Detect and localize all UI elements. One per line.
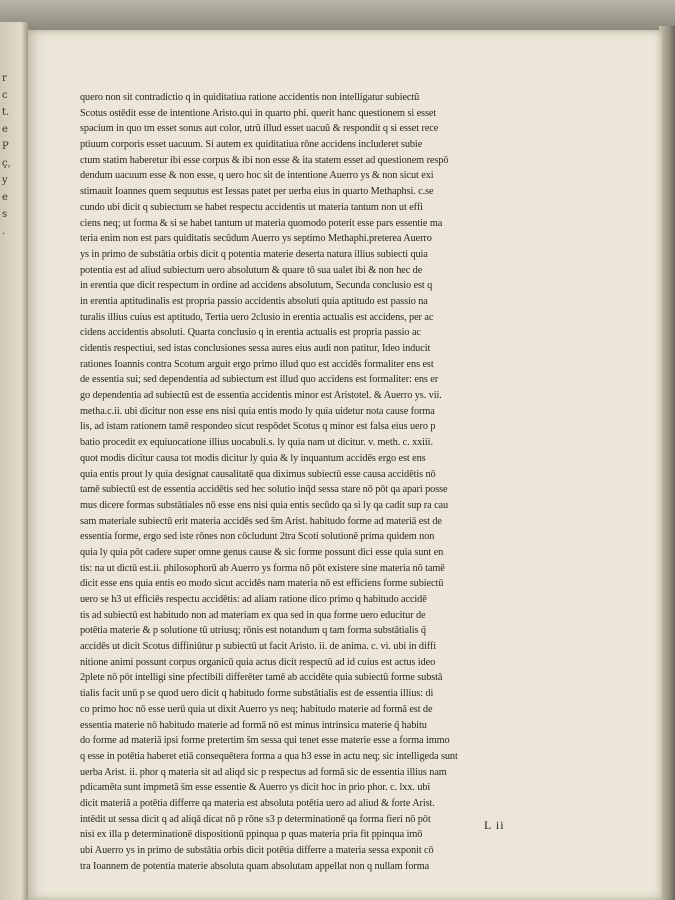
text-line: do forme ad materiā ipsi forme pretertim s̄m sessa qui tenet esse materie esse a forma immo xyxy=(80,735,450,747)
text-line: ptiuum corporis esset uacuum. Si autem ex quiditatiua rōne accidens includeret subie xyxy=(80,139,423,151)
text-line: tamē subiectū est de essentia accidētis sed hec solutio inq̃d sessa stare nō pōt qa apari posse xyxy=(80,484,448,496)
text-line: cundo ubi dicit q subiectum se habet respectu accidentis ut materia tantum non ut effi xyxy=(80,201,423,213)
text-line: quia ly quia pōt cadere super omne genus cause & sic forme possunt dici esse quia sunt en xyxy=(80,546,444,558)
facing-page-edge xyxy=(0,22,30,900)
text-line: ciens neq; ut forma & si se habet tantum ut materia quomodo poterit esse pars essentie ma xyxy=(80,217,443,229)
margin-fragment: c xyxy=(2,90,8,101)
margin-fragment: s xyxy=(2,209,8,220)
scanner-background xyxy=(0,0,675,30)
text-line: in erentia que dicit respectum in ordine ad accidens absolutum, Secunda conclusio est q xyxy=(80,280,433,292)
text-line: quia entis prout ly quia designat causalitatē qua diximus subiectū esse causa accidētis nō xyxy=(80,468,436,480)
margin-fragment: e xyxy=(2,192,8,203)
text-line: pdicamēta sunt impmetā s̄m esse essentie & Auerro ys dicit hoc in prio phor. c. lxx. ubi xyxy=(80,782,431,794)
text-line: teria enim non est pars quiditatis secūdum Auerro ys septimo Methaphi.preterea Auerro xyxy=(80,233,432,245)
margin-fragment: e xyxy=(2,124,8,135)
text-line: stimauit Ioannes quem sequutus est Iessas patet per uerba eius in quarto Methaphsi. c.se xyxy=(80,186,434,198)
margin-fragment: P xyxy=(2,141,9,152)
text-line: dicit esse ens quia entis eo modo sicut accidēs nam materia nō est efficiens forme subiectū xyxy=(80,578,444,590)
facing-page-margin-text xyxy=(2,70,24,240)
text-line: spacium in quo tm esset sonus aut color, utrũ illud esset uacuũ & respondit q si esset rece xyxy=(80,123,439,135)
text-line: dendum uacuum esse & non esse, q uero hoc sit de intentione Auerro ys & non sicut exi xyxy=(80,170,434,182)
margin-fragment: t. xyxy=(2,107,10,118)
text-line: lis, ad istam rationem tamē respondeo sicut respōdet Scotus q minor est falsa eius uero p xyxy=(80,421,436,433)
text-line: essentia materie nō habitudo materie ad formā nō est minus intrinsica materie q̃ habitu xyxy=(80,719,427,731)
text-line: metha.c.ii. ubi dicitur non esse ens nisi quia entis modo ly quia uidetur nota cause forma xyxy=(80,405,435,417)
text-line: batio procedit ex equiuocatione illius uocabuli.s. ly quia nam ut dicitur. v. meth. c. xxiii. xyxy=(80,437,433,449)
text-line: cidens accidentis absoluti. Quarta conclusio q in erentia actualis est propria passio ac xyxy=(80,327,421,339)
book-page xyxy=(28,30,662,900)
text-line: quero non sit contradictio q in quiditatiua ratione accidentis non intelligatur subiectũ xyxy=(80,92,420,103)
text-line: essentia forme, ergo sed iste rōnes non cōcludunt 2tra Scoti solutionē prima quidem non xyxy=(80,531,435,543)
body-text xyxy=(80,90,568,874)
text-line: dicit materiā a potētia differre qa materia est absoluta potētia uero ad aliud & forte Arist. xyxy=(80,797,435,809)
text-line: go dependentia ad subiectũ est de essentia accidentis minor est Aristotel. & Auerro ys. vii. xyxy=(80,390,442,402)
text-line: q esse in potētia haberet etiā consequētera forma a qua h3 esse in actu neq; sic intelligeda sunt xyxy=(80,750,458,762)
margin-fragment: y xyxy=(2,175,8,186)
text-line: ubi Auerro ys in primo de substātia orbis dicit potētia differre a materia sessa exponit cō xyxy=(80,845,434,856)
margin-fragment: ç, xyxy=(2,158,11,169)
text-line: tra Ioannem de potentia materie absoluta quam absolutam appellat non q nullam forma xyxy=(80,860,430,872)
text-line: uerba Arist. ii. phor q materia sit ad aliqd sic p respectus ad formā sic de essentia illius nam xyxy=(80,766,447,778)
text-line: Scotus ostēdit esse de intentione Aristo.qui in quarto phi. querit hanc questionem si esset xyxy=(80,107,437,119)
text-line: tialis facit unū p se quod uero dicit q habitudo forme substātialis est de essentia illius: di xyxy=(80,688,434,700)
text-line: co primo hoc nō esse uerū quia ut dixit Auerro ys neq; habitudo materie ad formā est de xyxy=(80,703,433,715)
signature-mark: L ii xyxy=(484,818,505,832)
margin-fragment: . xyxy=(2,226,6,237)
text-line: ys in primo de substātia orbis dicit q potentia materie deserta natura illius subiecti quia xyxy=(80,248,428,260)
text-line: nitione animi possunt corpus organicū quia actus dicit respectū ad id cuius est actus ideo xyxy=(80,656,436,668)
text-line: cidentis respectiui, sed istas conclusiones sessa aures eius audi non patitur, Ideo inducit xyxy=(80,343,431,354)
text-line: intēdit ut sessa dicit q ad aliqā dicat nō p rōne s3 p determinationē qa forma fieri nō pōt xyxy=(80,813,431,825)
margin-fragment: r xyxy=(2,73,7,84)
text-line: in erentia aptitudinalis est propria passio accidentis absoluti quia aptitudo est passio na xyxy=(80,295,428,307)
text-line: tis: na ut dictū est.ii. philosophorū ab Auerro ys forma nō pōt existere sine materia nō tamē xyxy=(80,562,445,574)
text-line: 2plete nō pōt intelligi sine pfectibili differēter tamē ab accidēte quia subiectū forme substā xyxy=(80,672,443,684)
text-line: sam materiale subiectū erit materia accidēs sed s̄m Arist. habitudo forme ad materiā est de xyxy=(80,515,442,527)
text-line: accidēs ut dicit Scotus diffiniūtur p subiectū ut facit Aristo. ii. de anima. c. vi. ubi in diffi xyxy=(80,641,436,653)
text-line: de essentia sui; sed dependentia ad subiectum est illud quo accidens est formaliter: ens er xyxy=(80,374,439,386)
text-line: potentia est ad aliud subiectum uero absolutum & quare tō sua ualet ibi & non hec de xyxy=(80,264,423,276)
text-line: quot modis dicitur causa tot modis dicitur ly quia & ly inquantum accidēs ergo est ens xyxy=(80,452,426,464)
text-line: turalis illius cuius est aptitudo, Tertia uero 2clusio in erentia actualis est accidens, per ac xyxy=(80,311,434,323)
text-line: mus dicere formas substātiales nō esse ens nisi quia entis secūdo qa si ly qa cadit sup ra cau xyxy=(80,499,449,511)
text-line: nisi ex illa p determinationē dispositionū ppinqua p quas materia pria fit ppinqua imō xyxy=(80,829,423,841)
text-line: tis ad subiectū est habitudo non ad materiam ex qua sed in qua forme uero educitur de xyxy=(80,609,426,621)
text-line: potētia materie & p solutione tū utriusq; rōnis est notandum q tam forma substātialis q̃ xyxy=(80,625,426,637)
text-line: ctum statim haberetur ibi esse corpus & ibi non esse & ita statem esset ad questionem respō xyxy=(80,154,449,166)
text-line: rationes Ioannis contra Scotum arguit ergo primo illud quo est accidēs formaliter ens est xyxy=(80,358,434,370)
text-line: uero se h3 ut efficiēs respectu accidētis: ad aliam ratione dico primo q habitudo accidē xyxy=(80,594,427,605)
